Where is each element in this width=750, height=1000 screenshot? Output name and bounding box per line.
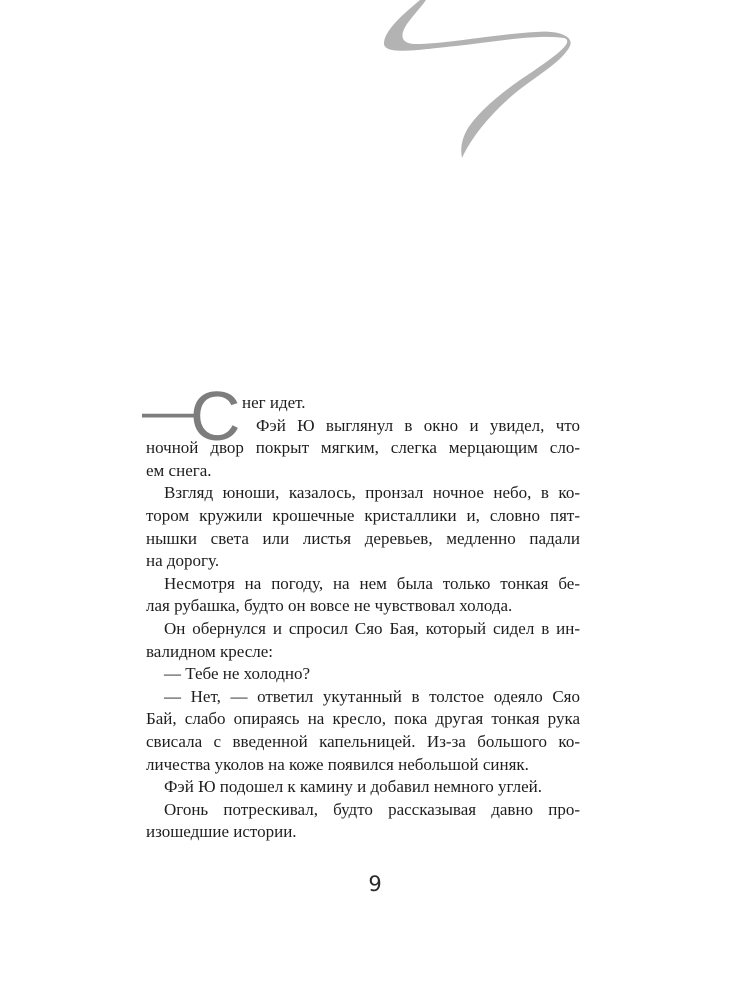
text-line: нышки света или листья деревьев, медленно падали: [146, 528, 580, 548]
text-line: на дорогу.: [146, 551, 220, 571]
text-line: изошедшие истории.: [146, 822, 297, 842]
text-line: валидном кресле:: [146, 641, 274, 661]
text-line: Взгляд юноши, казалось, пронзал ночное небо, в ко-: [164, 483, 580, 503]
text-line: Он обернулся и спросил Сяо Бая, который сидел в ин-: [164, 618, 580, 638]
text-line: — Тебе не холодно?: [164, 664, 311, 684]
text-line: Огонь потрескивал, будто рассказывая давно про-: [164, 799, 580, 819]
text-line: Фэй Ю выглянул в окно и увидел, что: [256, 415, 580, 435]
brush-stroke: [384, 0, 571, 158]
text-line: ночной двор покрыт мягким, слегка мерцающим сло-: [146, 438, 580, 458]
drop-cap-dash: —: [142, 380, 198, 442]
text-line: Несмотря на погоду, на нем была только тонкая бе-: [164, 573, 580, 593]
text-line: лая рубашка, будто он вовсе не чувствовал холода.: [146, 596, 513, 616]
text-line: тором кружили крошечные кристаллики и, словно пят-: [146, 505, 580, 525]
text-line: — Нет, — ответил укутанный в толстое одеяло Сяо: [164, 686, 580, 706]
text-line: личества уколов на коже появился небольшой синяк.: [146, 754, 529, 774]
text-line: ем снега.: [146, 460, 212, 480]
drop-cap-letter: С: [190, 380, 241, 450]
text-line: свисала с введенной капельницей. Из-за большого ко-: [146, 731, 580, 751]
chapter-body-text: [146, 392, 580, 844]
text-line: Бай, слабо опираясь на кресло, пока другая тонкая рука: [146, 709, 580, 729]
brush-swirl-ornament: [376, 0, 576, 165]
text-line: нег идет.: [242, 393, 306, 412]
page-number: 9: [368, 872, 382, 896]
text-line: Фэй Ю подошел к камину и добавил немного углей.: [164, 777, 543, 797]
